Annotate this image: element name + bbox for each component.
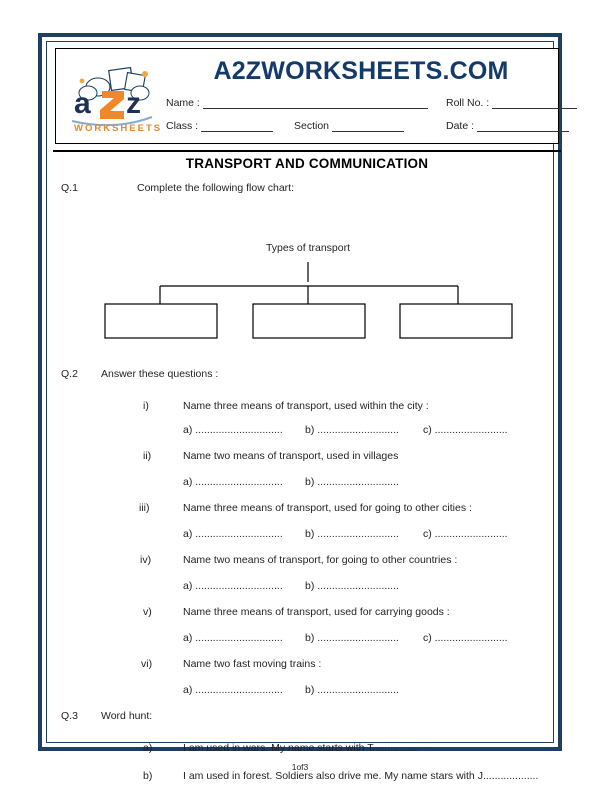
q3-item-text-b[interactable]: I am used in forest. Soldiers also drive me. My name stars with J................... <box>183 770 539 782</box>
q2-answer-iii-a[interactable]: a) .............................. <box>183 528 283 540</box>
class-input-rule[interactable] <box>201 120 273 132</box>
q2-answer-ii-b[interactable]: b) ............................ <box>305 476 399 488</box>
a2z-worksheets-logo <box>68 65 164 137</box>
q2-answer-iii-b[interactable]: b) ............................ <box>305 528 399 540</box>
q2-answer-v-b[interactable]: b) ............................ <box>305 632 399 644</box>
roll-no-label: Roll No. : <box>446 97 490 109</box>
flow-chart-box-3 <box>400 304 512 338</box>
q2-answer-v-c[interactable]: c) ......................... <box>423 632 508 644</box>
worksheet-title: TRANSPORT AND COMMUNICATION <box>185 156 429 171</box>
q1-prompt: Complete the following flow chart: <box>137 182 294 194</box>
q2-item-marker-v: v) <box>143 606 152 618</box>
q1-flow-chart <box>55 242 561 362</box>
q2-answer-vi-b[interactable]: b) ............................ <box>305 684 399 696</box>
student-info-fields <box>166 95 554 143</box>
q2-item-text-vi: Name two fast moving trains : <box>183 658 322 670</box>
roll-no-input-rule[interactable] <box>492 97 577 109</box>
q3-prompt: Word hunt: <box>101 710 153 722</box>
q2-item-text-v: Name three means of transport, used for carrying goods : <box>183 606 450 618</box>
student-info-row-2 <box>166 120 554 142</box>
q3-item-text-a[interactable]: I am used in wars. My name starts with T................ <box>183 742 420 754</box>
q2-item-text-iv: Name two means of transport, for going to other countries : <box>183 554 458 566</box>
q2-item-text-i: Name three means of transport, used within the city : <box>183 400 429 412</box>
q1-number: Q.1 <box>61 182 78 194</box>
q3-item-marker-b: b) <box>143 770 153 782</box>
flow-chart-box-1 <box>105 304 217 338</box>
q3-number: Q.3 <box>61 710 78 722</box>
header-divider <box>53 150 561 152</box>
q2-answer-iii-c[interactable]: c) ......................... <box>423 528 508 540</box>
name-label: Name : <box>166 97 200 109</box>
q2-item-marker-iii: iii) <box>139 502 150 514</box>
date-input-rule[interactable] <box>477 120 569 132</box>
q2-item-text-iii: Name three means of transport, used for going to other cities : <box>183 502 472 514</box>
section-field[interactable] <box>294 120 404 132</box>
class-label: Class : <box>166 120 199 132</box>
q2-answer-i-b[interactable]: b) ............................ <box>305 424 399 436</box>
q2-item-marker-i: i) <box>143 400 149 412</box>
date-field[interactable] <box>446 120 569 132</box>
logo-letter-a: a <box>74 87 91 120</box>
q2-answer-vi-a[interactable]: a) .............................. <box>183 684 283 696</box>
date-label: Date : <box>446 120 475 132</box>
name-input-rule[interactable] <box>203 97 428 109</box>
roll-no-field[interactable] <box>446 97 577 109</box>
student-info-row-1 <box>166 97 554 119</box>
flow-chart-box-2 <box>253 304 365 338</box>
logo-subtext: WORKSHEETS <box>74 123 163 134</box>
q2-number: Q.2 <box>61 368 78 380</box>
q2-answer-iv-b[interactable]: b) ............................ <box>305 580 399 592</box>
q2-answer-ii-a[interactable]: a) .............................. <box>183 476 283 488</box>
q2-answer-i-a[interactable]: a) .............................. <box>183 424 283 436</box>
q2-item-marker-ii: ii) <box>143 450 152 462</box>
section-input-rule[interactable] <box>332 120 404 132</box>
q2-item-marker-vi: vi) <box>141 658 153 670</box>
q2-prompt: Answer these questions : <box>101 368 219 380</box>
logo-letter-z: z <box>126 87 141 120</box>
worksheet-header <box>55 48 559 144</box>
q2-answer-v-a[interactable]: a) .............................. <box>183 632 283 644</box>
flow-chart-graphic <box>55 242 561 354</box>
name-field[interactable] <box>166 97 428 109</box>
q2-item-text-ii: Name two means of transport, used in villages <box>183 450 399 462</box>
flow-chart-root-label: Types of transport <box>265 242 351 254</box>
q2-answer-i-c[interactable]: c) ......................... <box>423 424 508 436</box>
q2-item-marker-iv: iv) <box>140 554 152 566</box>
site-title: A2ZWORKSHEETS.COM <box>213 57 509 85</box>
q3-item-marker-a: a) <box>143 742 153 754</box>
class-field[interactable] <box>166 120 273 132</box>
q2-answer-iv-a[interactable]: a) .............................. <box>183 580 283 592</box>
logo-letter-2 <box>100 91 124 119</box>
page-indicator: 1of3 <box>291 762 309 772</box>
section-label: Section <box>294 120 330 132</box>
